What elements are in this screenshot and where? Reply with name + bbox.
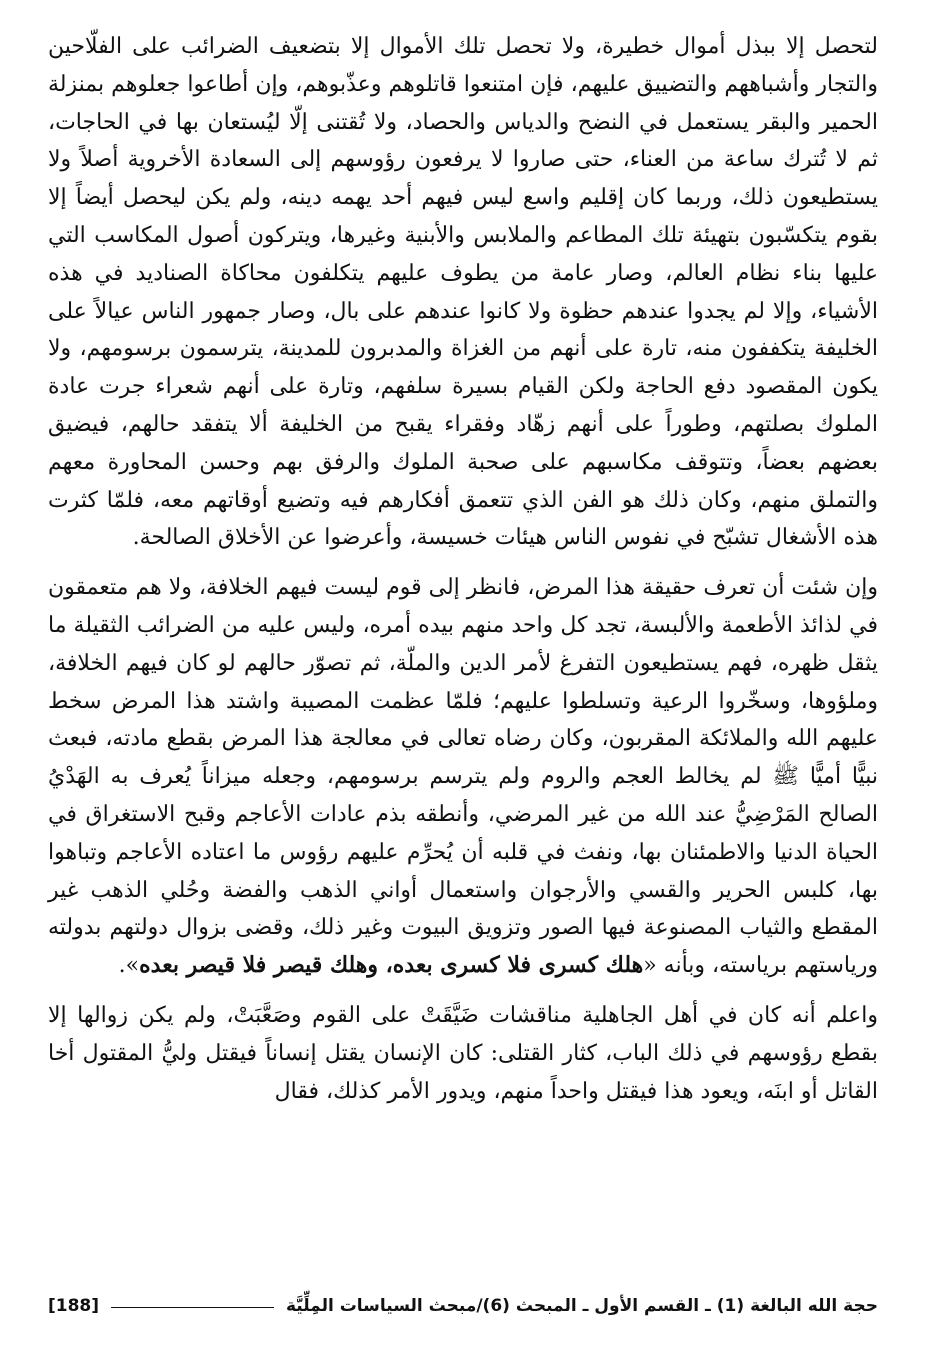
paragraph-text: وإن شئت أن تعرف حقيقة هذا المرض، فانظر إلى قوم ليست فيهم الخلافة، ولا هم متعمقون في لذائذ الأطعمة والألبسة، تجد كل واحد منهم بيده أمره، وليس عليه من الضرائب الثقيلة ما يثقل ظهره، فهم يستطيعون التفرغ لأمر الدين والملّة، ثم تصوّر حالهم لو كان فيهم الخلافة، وملؤوها، وسخّروا الرعية وتسلطوا عليهم؛ فلمّا عظمت المصيبة واشتد هذا المرض سخط عليهم الله والملائكة المقربون، وكان رضاه تعالى في معالجة هذا المرض بقطع مادته، فبعث نبيًّا أميًّا ﷺ لم يخالط العجم والروم ولم يترسم برسومهم، وجعله ميزاناً يُعرف به الهَدْيُ الصالح المَرْضِيُّ عند الله من غير المرضي، وأنطقه بذم عادات الأعاجم وقبح الاستغراق في الحياة الدنيا والاطمئنان بها، ونفث في قلبه أن يُحرِّم عليهم رؤوس ما اعتاده الأعاجم وتباهوا بها، كلبس الحرير والقسي والأرجوان واستعمال أواني الذهب والفضة وحُلي الذهب غير المقطع والثياب المصنوعة فيها الصور وتزويق البيوت وغير ذلك، وقضى بزوال دولتهم بدولته ورياستهم برياسته، وبأنه « — [48, 575, 878, 979]
paragraph-2 — [48, 569, 878, 985]
hadith-quote: هلك كسرى فلا كسرى بعده، وهلك قيصر فلا قيصر بعده — [139, 952, 644, 979]
page-body — [48, 28, 878, 1358]
paragraph-3 — [48, 997, 878, 1110]
page-footer — [48, 1288, 878, 1324]
footer-rule — [111, 1307, 274, 1308]
paragraph-1 — [48, 28, 878, 557]
running-title: حجة الله البالغة (1) ـ القسم الأول ـ المبحث (6)/مبحث السياسات المِلِّيَّة — [285, 1296, 878, 1316]
quote-close: ». — [118, 953, 140, 979]
paragraph-text: لتحصل إلا ببذل أموال خطيرة، ولا تحصل تلك الأموال إلا بتضعيف الضرائب على الفلّاحين والتجار وأشباههم والتضييق عليهم، فإن امتنعوا قاتلوهم وعذّبوهم، وإن أطاعوا جعلوهم بمنزلة الحمير والبقر يستعمل في النضح والدياس والحصاد، ولا تُقتنى إلّا ليُستعان بها في الحاجات، ثم لا تُترك ساعة من العناء، حتى صاروا لا يرفعون رؤوسهم إلى السعادة الأخروية أصلاً ولا يستطيعون ذلك، وربما كان إقليم واسع ليس فيهم أحد يهمه دينه، ولم يكن ليحصل أيضاً إلا بقوم يتكسّبون بتهيئة تلك المطاعم والملابس والأبنية وغيرها، ويتركون أصول المكاسب التي عليها بناء نظام العالم، وصار عامة من يطوف عليهم يتكلفون محاكاة الصناديد في هذه الأشياء، وإلا لم يجدوا عندهم حظوة ولا كانوا عندهم على بال، وصار جمهور الناس عيالاً على الخليفة يتكففون منه، تارة على أنهم من الغزاة والمدبرون للمدينة، يترسمون برسومهم، ولا يكون المقصود دفع الحاجة ولكن القيام بسيرة سلفهم، وتارة على أنهم شعراء جرت عادة الملوك بصلتهم، وطوراً على أنهم زهّاد وفقراء يقبح من الخليفة ألا يتفقد حالهم، فيضيق بعضهم بعضاً، وتتوقف مكاسبهم على صحبة الملوك والرفق بهم وحسن المحاورة معهم والتملق منهم، وكان ذلك هو الفن الذي تتعمق أفكارهم فيه وتضيع أوقاتهم معه، فلمّا كثرت هذه الأشغال تشبّح في نفوس الناس هيئات خسيسة، وأعرضوا عن الأخلاق الصالحة. — [48, 34, 878, 551]
paragraph-text: واعلم أنه كان في أهل الجاهلية مناقشات ضَيَّقَتْ على القوم وصَعَّبَتْ، ولم يكن زوالها إلا بقطع رؤوسهم في ذلك الباب، كثار القتلى: كان الإنسان يقتل إنساناً فيقتل وليُّ المقتول أخا القاتل أو ابنَه، ويعود هذا فيقتل واحداً منهم، ويدور الأمر كذلك، فقال — [48, 1002, 878, 1104]
page-number: [188] — [48, 1296, 100, 1316]
